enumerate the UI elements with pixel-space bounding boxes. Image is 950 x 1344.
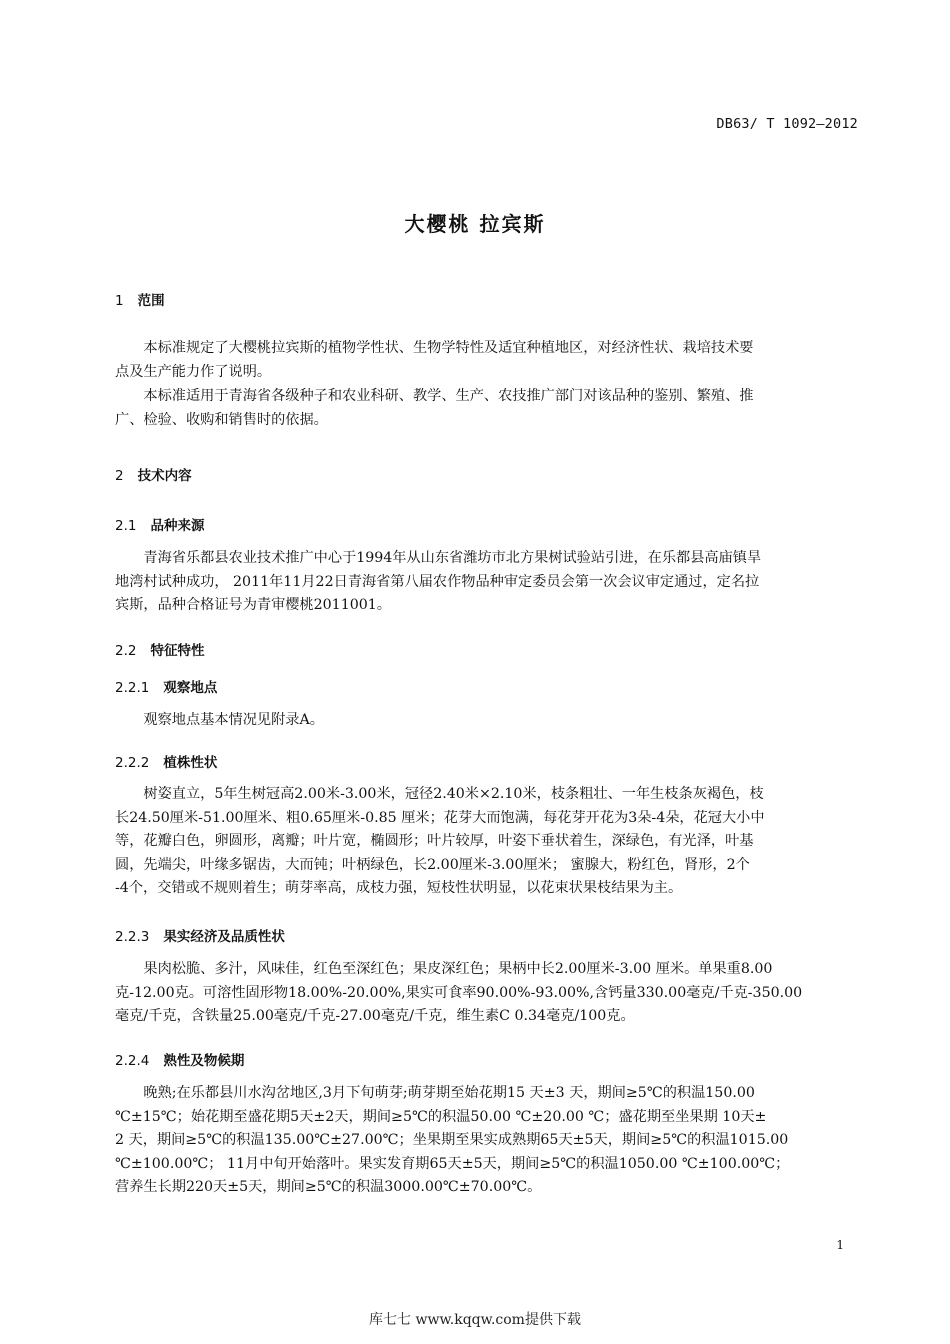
section-2-1-heading <box>115 514 204 534</box>
section-number: 2.2.4 <box>115 1053 150 1069</box>
section-1-paragraph-1 <box>115 337 861 384</box>
section-title: 范围 <box>137 293 165 309</box>
text-line: -4个，交错或不规则着生；萌芽率高，成枝力强，短枝性状明显，以花束状果枝结果为主。 <box>115 880 683 896</box>
section-1-heading <box>115 289 165 309</box>
section-title: 特征特性 <box>150 643 205 659</box>
section-2-2-heading <box>115 639 204 659</box>
text-line: 长24.50厘米-51.00厘米、粗0.65厘米-0.85 厘米；花芽大而饱满，每花芽开花为3朵-4朵，花冠大小中 <box>115 809 765 826</box>
text-line: 营养生长期220天±5天，期间≥5℃的积温3000.00℃±70.00℃。 <box>115 1179 542 1195</box>
page-number: 1 <box>836 1238 844 1252</box>
section-title: 果实经济及品质性状 <box>163 929 285 945</box>
text-line: 树姿直立，5年生树冠高2.00米-3.00米，冠径2.40米×2.10米，枝条粗壮、一年生枝条灰褐色，枝 <box>143 786 764 802</box>
text-line: 圆，先端尖，叶缘多锯齿，大而钝；叶柄绿色，长2.00厘米-3.00厘米； 蜜腺大，粉红色，肾形，2个 <box>115 856 750 873</box>
section-title: 品种来源 <box>150 518 205 534</box>
text-line: 广、检验、收购和销售时的依据。 <box>115 411 328 428</box>
section-title: 植株性状 <box>163 755 218 771</box>
section-number: 2.1 <box>115 518 137 534</box>
section-number: 2.2.3 <box>115 929 150 945</box>
text-line: 观察地点基本情况见附录A。 <box>143 712 324 728</box>
footer-watermark[interactable]: 库七七 www.kqqw.com提供下载 <box>369 1312 581 1328</box>
text-line: 克-12.00克。可溶性固形物18.00%-20.00%,果实可食率90.00%-93.00%,含钙量330.00毫克/千克-350.00 <box>115 984 803 1001</box>
text-line: 青海省乐都县农业技术推广中心于1994年从山东省潍坊市北方果树试验站引进，在乐都县高庙镇旱 <box>143 550 762 566</box>
document-title: 大樱桃 拉宾斯 <box>404 212 546 236</box>
section-2-2-2-heading <box>115 751 217 771</box>
section-number: 2 <box>115 468 124 484</box>
section-2-2-4-paragraph <box>115 1082 861 1200</box>
text-line: ℃±15℃；始花期至盛花期5天±2天，期间≥5℃的积温50.00 ℃±20.00 ℃；盛花期至坐果期 10天± <box>115 1108 767 1125</box>
section-number: 2.2 <box>115 643 137 659</box>
section-2-2-3-heading <box>115 925 285 945</box>
text-line: 宾斯，品种合格证号为青审樱桃2011001。 <box>115 597 391 613</box>
section-number: 1 <box>115 293 124 309</box>
text-line: 果肉松脆、多汁，风味佳，红色至深红色；果皮深红色；果柄中长2.00厘米-3.00 厘米。单果重8.00 <box>143 961 773 977</box>
section-2-heading <box>115 464 192 484</box>
standard-code: DB63/ T 1092—2012 <box>716 116 858 132</box>
text-line: 等，花瓣白色，卵圆形，离瓣；叶片宽，椭圆形；叶片较厚，叶姿下垂状着生，深绿色，有光泽，叶基 <box>115 833 754 849</box>
section-2-2-1-paragraph <box>115 709 861 733</box>
section-2-2-2-paragraph <box>115 783 861 901</box>
section-title: 熟性及物候期 <box>163 1053 245 1069</box>
section-number: 2.2.2 <box>115 755 150 771</box>
section-title: 观察地点 <box>163 680 218 696</box>
section-2-2-3-paragraph <box>115 958 861 1029</box>
text-line: 毫克/千克，含铁量25.00毫克/千克-27.00毫克/千克，维生素C 0.34毫克/100克。 <box>115 1008 635 1024</box>
section-title: 技术内容 <box>137 468 192 484</box>
text-line: 本标准规定了大樱桃拉宾斯的植物学性状、生物学特性及适宜种植地区，对经济性状、栽培技术要 <box>143 340 754 356</box>
section-2-2-4-heading <box>115 1049 244 1069</box>
text-line: ℃±100.00℃； 11月中旬开始落叶。果实发育期65天±5天，期间≥5℃的积温1050.00 ℃±100.00℃； <box>115 1155 790 1172</box>
section-2-1-paragraph <box>115 547 861 618</box>
text-line: 晚熟;在乐都县川水沟岔地区,3月下旬萌芽;萌芽期至始花期15 天±3 天，期间≥5℃的积温150.00 <box>143 1085 755 1101</box>
text-line: 本标准适用于青海省各级种子和农业科研、教学、生产、农技推广部门对该品种的鉴别、繁殖、推 <box>143 388 754 404</box>
section-1-paragraph-2 <box>115 385 861 432</box>
section-2-2-1-heading <box>115 676 217 696</box>
text-line: 2 天，期间≥5℃的积温135.00℃±27.00℃；坐果期至果实成熟期65天±5天，期间≥5℃的积温1015.00 <box>115 1132 789 1148</box>
text-line: 地湾村试种成功， 2011年11月22日青海省第八届农作物品种审定委员会第一次会议审定通过，定名拉 <box>115 573 760 590</box>
section-number: 2.2.1 <box>115 680 150 696</box>
text-line: 点及生产能力作了说明。 <box>115 363 272 380</box>
